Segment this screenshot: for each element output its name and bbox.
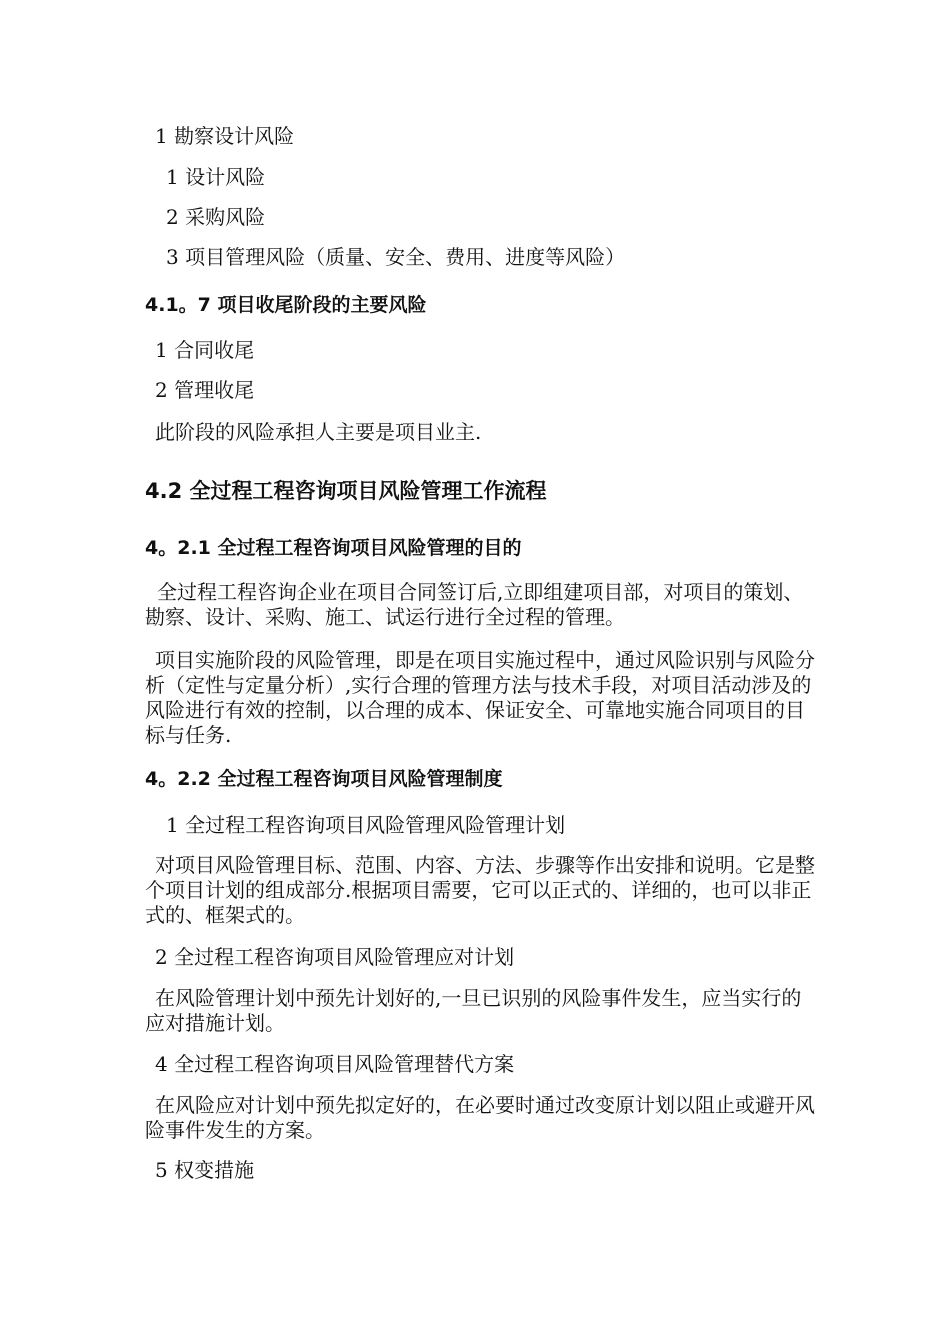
list-item-design-risk: 1 设计风险: [166, 165, 266, 189]
list-item-contingency-measures: 5 权变措施: [155, 1158, 255, 1182]
paragraph-purpose-2: 项目实施阶段的风险管理，即是在项目实施过程中，通过风险识别与风险分析（定性与定量分析）,实行合理的管理方法与技术手段，对项目活动涉及的风险进行有效的控制，以合理的成本、保证安全、可靠地实施合同项目的目标与任务.: [145, 648, 815, 747]
paragraph-risk-bearer: 此阶段的风险承担人主要是项目业主.: [155, 420, 482, 444]
list-item-alternative-plan: 4 全过程工程咨询项目风险管理替代方案: [155, 1052, 515, 1076]
list-item-contract-closeout: 1 合同收尾: [155, 338, 255, 362]
paragraph-purpose-1: 全过程工程咨询企业在项目合同签订后,立即组建项目部，对项目的策划、勘察、设计、采购、施工、试运行进行全过程的管理。: [145, 580, 804, 629]
paragraph-risk-management-plan: 对项目风险管理目标、范围、内容、方法、步骤等作出安排和说明。它是整个项目计划的组成部分.根据项目需要，它可以正式的、详细的，也可以非正式的、框架式的。: [145, 853, 815, 927]
section-heading-4-2-1: 4。2.1 全过程工程咨询项目风险管理的目的: [145, 537, 522, 559]
list-item-project-management-risk: 3 项目管理风险（质量、安全、费用、进度等风险）: [166, 245, 626, 269]
list-item-response-plan: 2 全过程工程咨询项目风险管理应对计划: [155, 945, 515, 969]
section-heading-4-1-7: 4.1。7 项目收尾阶段的主要风险: [145, 294, 427, 316]
section-heading-4-2-2: 4。2.2 全过程工程咨询项目风险管理制度: [145, 768, 503, 790]
paragraph-response-plan: 在风险管理计划中预先计划好的,一旦已识别的风险事件发生，应当实行的应对措施计划。: [145, 986, 802, 1035]
paragraph-alternative-plan: 在风险应对计划中预先拟定好的，在必要时通过改变原计划以阻止或避开风险事件发生的方案。: [145, 1093, 815, 1142]
list-item-procurement-risk: 2 采购风险: [166, 205, 266, 229]
list-item-risk-management-plan: 1 全过程工程咨询项目风险管理风险管理计划: [166, 813, 566, 837]
section-heading-4-2: 4.2 全过程工程咨询项目风险管理工作流程: [145, 479, 547, 503]
list-item-management-closeout: 2 管理收尾: [155, 378, 255, 402]
list-item-survey-design-risk: 1 勘察设计风险: [155, 124, 295, 148]
